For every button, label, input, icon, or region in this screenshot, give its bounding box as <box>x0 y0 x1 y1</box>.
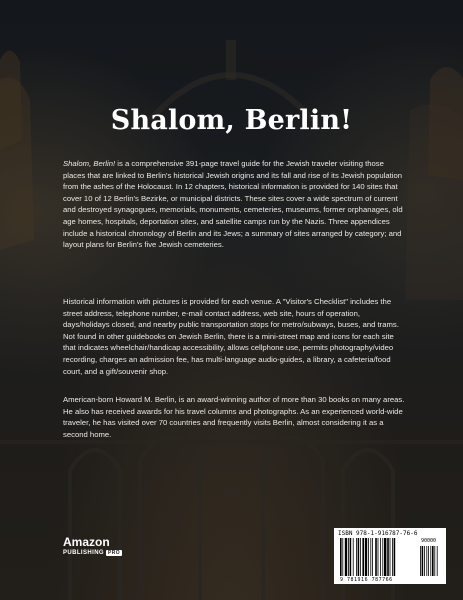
publisher-line-text: PUBLISHING <box>63 550 105 556</box>
barcode-bar <box>392 538 393 576</box>
description-paragraph-2: Historical information with pictures is provided for each venue. A "Visitor's Checklist" includes the street address, telephone number, e-mail contact address, web site, hours of operation, days/holidays closed, and nearby public transportation stops for metro/subways, buses, and trams. Not found in other guidebooks on Jewish Berlin, there is a mini-street map and icons for each site that indicates wheelchair/handicap accessibility, allows cellphone use, permits photography/video recording, charges an admission fee, has multi-language audio-guides, a library, a cafeteria/food court, and a gift/souvenir shop. <box>63 297 399 376</box>
barcode-bar <box>353 538 354 576</box>
addon-bar <box>437 546 438 576</box>
barcode-bar <box>342 538 343 576</box>
addon-bar <box>420 546 421 576</box>
book-title-italic: Shalom, Berlin! <box>63 159 116 168</box>
barcode-bar <box>360 538 361 576</box>
barcode-bar <box>390 538 391 576</box>
barcode-bar <box>370 538 371 576</box>
description-paragraph-1 <box>63 158 406 251</box>
barcode-bar <box>345 538 347 576</box>
barcode-bar <box>394 538 396 576</box>
addon-bar <box>426 546 427 576</box>
barcode-bar <box>340 538 342 576</box>
publisher-logo <box>63 536 122 556</box>
barcode-bar <box>380 538 381 576</box>
addon-bar <box>422 546 424 576</box>
barcode-bar <box>382 538 383 576</box>
barcode-bar <box>384 538 386 576</box>
addon-bar <box>432 546 434 576</box>
barcode-bar <box>378 538 379 576</box>
isbn-text: ISBN 978-1-916787-76-6 <box>338 530 418 537</box>
addon-bar <box>428 546 429 576</box>
barcode-bar <box>372 538 373 576</box>
barcode-number: 9 781916 787766 <box>340 577 393 583</box>
book-title: Shalom, Berlin! <box>110 105 353 136</box>
barcode-bar <box>362 538 364 576</box>
barcode-bar <box>348 538 349 576</box>
publisher-badge: PRO <box>108 550 121 556</box>
barcode-bar <box>358 538 360 576</box>
addon-bar <box>434 546 435 576</box>
publisher-line <box>63 550 122 556</box>
barcode-bar <box>356 538 357 576</box>
addon-bar <box>430 546 431 576</box>
barcode-bar <box>387 538 389 576</box>
barcode-bar <box>365 538 367 576</box>
description-text-1: is a comprehensive 391-page travel guide for the Jewish traveler visiting those places that are linked to Berlin's historical Jewish origins and its fall and rise of its Jewish population from the ashes of the Holocaust. In 12 chapters, historical information is provided for 140 sites that cover 10 of 12 Berlin's Bezirke, or municipal districts. These sites cover a wide spectrum of current and destroyed synagogues, memorials, monuments, cemeteries, museums, former orphanages, old age homes, hospitals, deportation sites, and satellite camps run by the Nazis. Three appendices include a historical chronology of Berlin and its Jews; a summary of sites arranged by category; and layout plans for Berlin's five Jewish cemeteries. <box>63 159 403 250</box>
publisher-name: Amazon <box>63 535 110 549</box>
barcode-bar <box>368 538 369 576</box>
barcode-bar <box>375 538 377 576</box>
barcode-bars <box>334 528 446 584</box>
author-bio-paragraph: American-born Howard M. Berlin, is an award-winning author of more than 30 books on many areas. He also has received awards for his travel columns and photographs. As an experienced world-wide traveler, he has visited over 70 countries and frequently visits Berlin, almost considering it as a second home. <box>63 395 405 439</box>
isbn-barcode <box>334 528 446 584</box>
barcode-bar <box>350 538 352 576</box>
addon-bar <box>424 546 425 576</box>
price-code: 90000 <box>421 538 437 544</box>
